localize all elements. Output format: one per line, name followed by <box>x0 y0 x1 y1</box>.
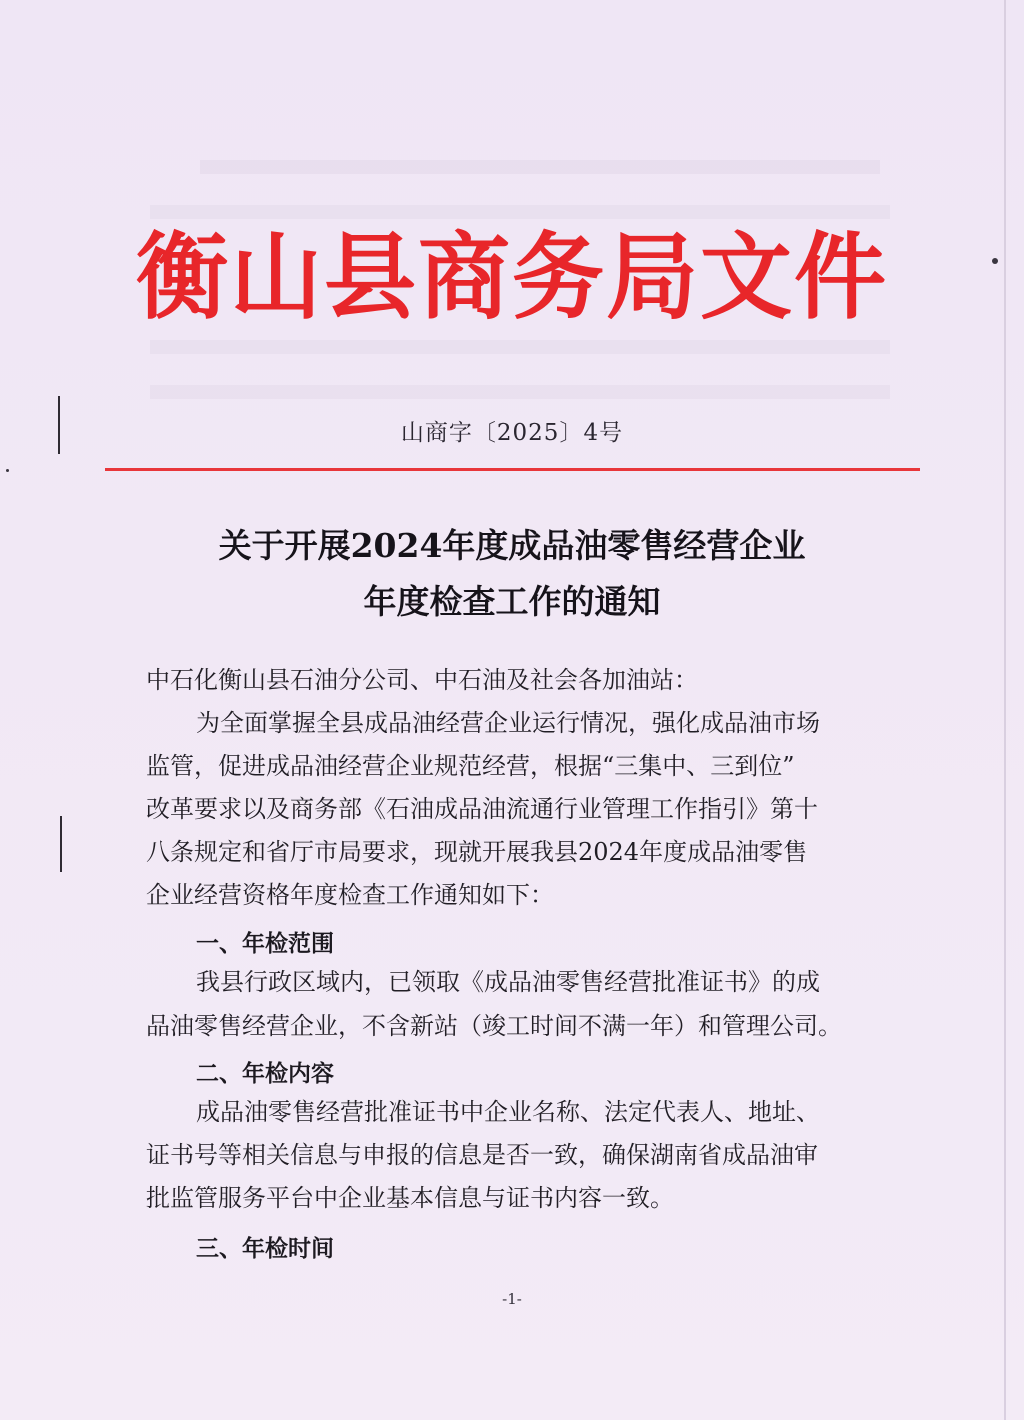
bleed-through-mark <box>200 160 880 174</box>
document-number: 山商字〔2025〕4号 <box>400 420 624 446</box>
section-content-line: 成品油零售经营批准证书中企业名称、法定代表人、地址、 <box>196 1098 820 1126</box>
intro-paragraph-line: 改革要求以及商务部《石油成品油流通行业管理工作指引》第十 <box>146 795 818 823</box>
bleed-through-mark <box>150 340 890 354</box>
punch-hole-mark <box>992 258 998 264</box>
bleed-through-mark <box>150 205 890 219</box>
red-divider-rule <box>105 468 920 471</box>
scan-dot-mark <box>6 469 9 472</box>
section-heading-scope: 一、年检范围 <box>196 931 334 957</box>
section-scope-line: 品油零售经营企业，不含新站（竣工时间不满一年）和管理公司。 <box>146 1012 842 1040</box>
intro-paragraph-line: 企业经营资格年度检查工作通知如下： <box>146 881 554 909</box>
addressee: 中石化衡山县石油分公司、中石油及社会各加油站： <box>146 666 698 694</box>
section-content-line: 批监管服务平台中企业基本信息与证书内容一致。 <box>146 1184 674 1212</box>
binding-mark <box>60 816 62 872</box>
section-content-line: 证书号等相关信息与申报的信息是否一致，确保湖南省成品油审 <box>146 1141 818 1169</box>
page-number: -1- <box>502 1290 522 1308</box>
agency-header-title: 衡山县商务局文件 <box>135 221 888 333</box>
notice-title-line-2: 年度检查工作的通知 <box>363 582 661 621</box>
bleed-through-mark <box>150 385 890 399</box>
intro-paragraph-line: 为全面掌握全县成品油经营企业运行情况，强化成品油市场 <box>196 709 820 737</box>
intro-paragraph-line: 监管，促进成品油经营企业规范经营，根据“三集中、三到位” <box>146 752 795 780</box>
section-heading-content: 二、年检内容 <box>196 1061 334 1087</box>
section-scope-line: 我县行政区域内，已领取《成品油零售经营批准证书》的成 <box>196 968 820 996</box>
notice-title-line-1: 关于开展2024年度成品油零售经营企业 <box>218 526 806 565</box>
intro-paragraph-line: 八条规定和省厅市局要求，现就开展我县2024年度成品油零售 <box>146 838 808 866</box>
page-edge <box>1004 0 1006 1420</box>
section-heading-time: 三、年检时间 <box>196 1236 334 1262</box>
